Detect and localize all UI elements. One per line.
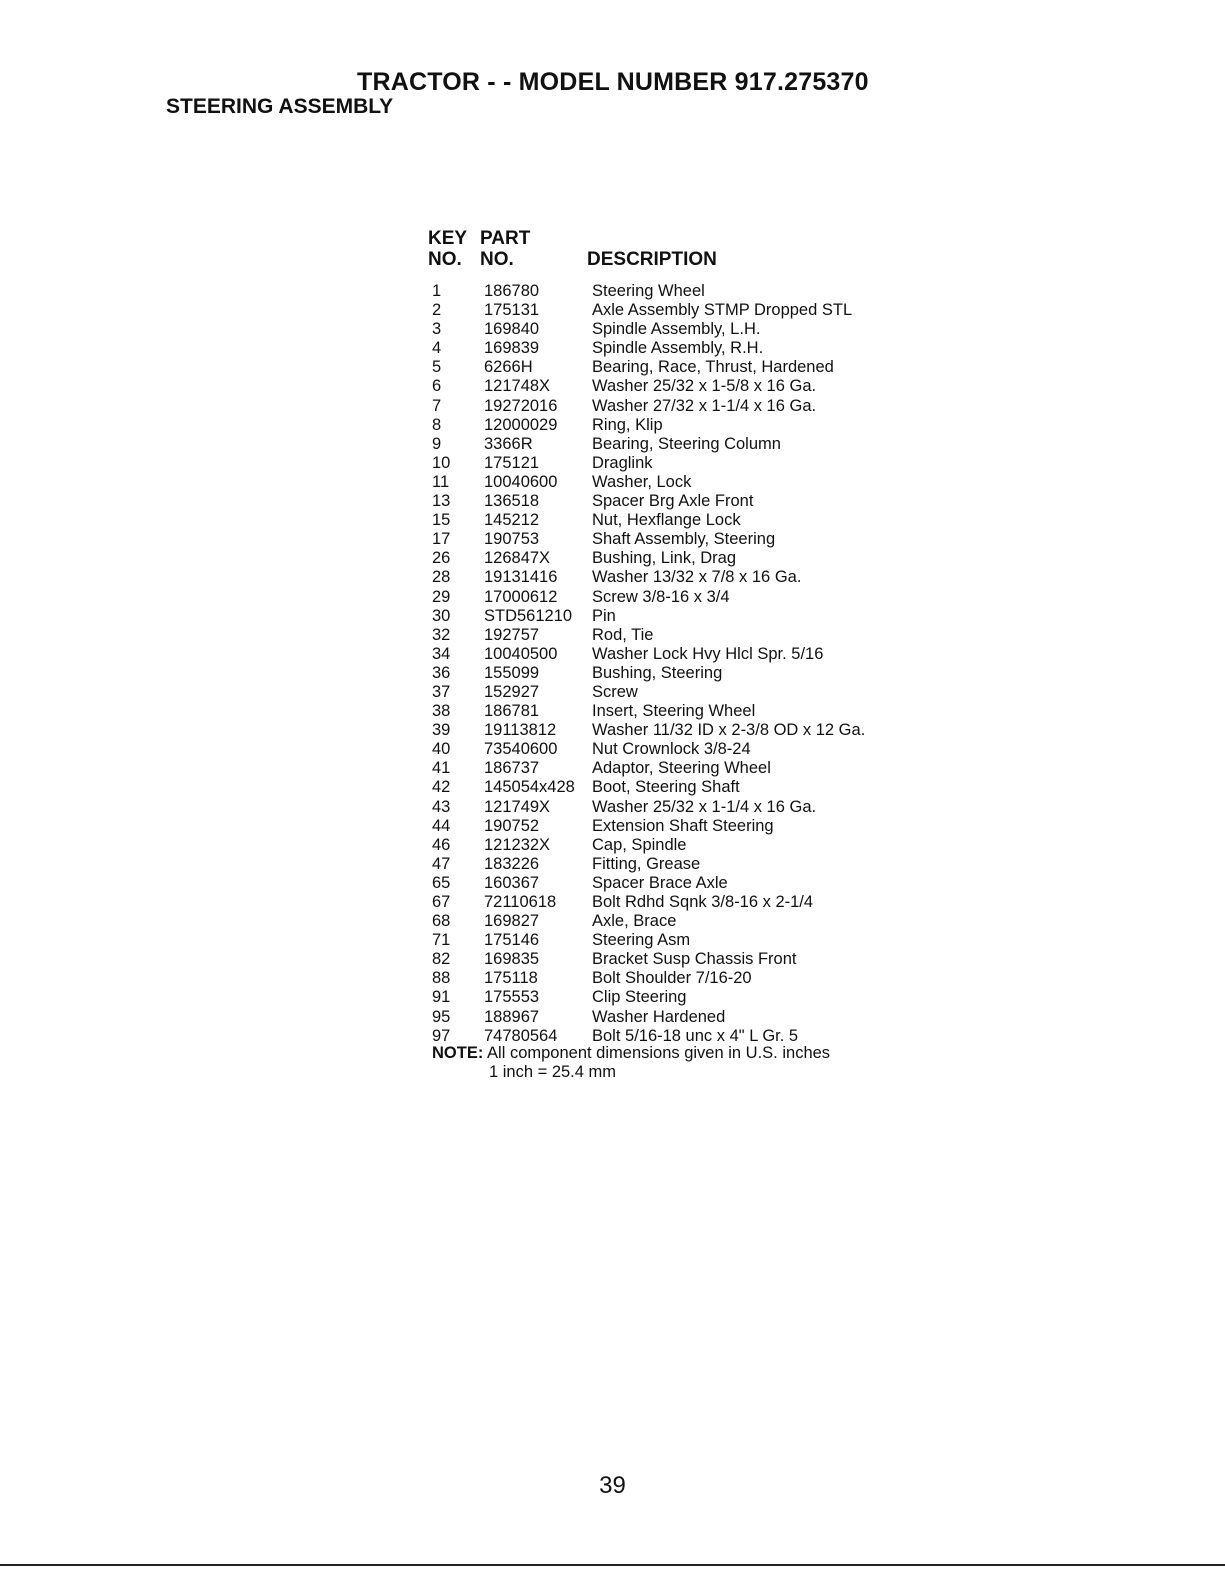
key-no: 10 (432, 453, 451, 472)
key-no: 15 (432, 511, 451, 530)
key-no: 46 (432, 835, 451, 854)
description-header: DESCRIPTION (587, 249, 717, 270)
key-no: 7 (432, 396, 442, 415)
part-no: 169840 (484, 320, 540, 339)
key-no: 34 (432, 644, 451, 663)
key-no: 44 (432, 816, 451, 835)
part-no: 136518 (484, 492, 540, 511)
part-description: Fitting, Grease (592, 854, 701, 873)
part-no: 186780 (484, 282, 540, 300)
part-description: Bushing, Steering (592, 663, 723, 682)
part-no: 169835 (484, 950, 540, 969)
part-description: Spindle Assembly, L.H. (592, 320, 761, 339)
part-no: 121748X (484, 377, 551, 396)
part-description: Bushing, Link, Drag (592, 549, 736, 568)
part-description: Spacer Brace Axle (592, 873, 728, 892)
part-no: 169839 (484, 339, 540, 358)
key-no: 71 (432, 931, 451, 950)
part-description: Insert, Steering Wheel (592, 702, 756, 721)
key-no: 28 (432, 568, 451, 587)
part-no: 192757 (484, 625, 540, 644)
key-no: 42 (432, 778, 451, 797)
part-description: Shaft Assembly, Steering (592, 530, 776, 549)
part-no-header-bottom: NO. (480, 249, 514, 270)
part-no: 188967 (484, 1007, 540, 1026)
part-description: Axle, Brace (592, 912, 677, 931)
key-no: 1 (432, 282, 442, 300)
part-no: 152927 (484, 682, 540, 701)
key-no: 39 (432, 721, 451, 740)
part-no: 183226 (484, 854, 540, 873)
key-no: 9 (432, 434, 442, 453)
part-description: Washer 25/32 x 1-5/8 x 16 Ga. (592, 377, 817, 396)
part-no: 190752 (484, 816, 540, 835)
key-no: 91 (432, 988, 451, 1007)
part-description: Rod, Tie (592, 625, 654, 644)
key-no: 30 (432, 606, 451, 625)
key-no: 40 (432, 740, 451, 759)
key-no-header-bottom: NO. (428, 249, 462, 270)
part-description: Spindle Assembly, R.H. (592, 339, 764, 358)
key-no: 95 (432, 1007, 451, 1026)
part-no: 72110618 (484, 893, 557, 911)
key-no: 11 (432, 472, 450, 491)
part-no: 160367 (484, 873, 540, 892)
key-no: 47 (432, 854, 451, 873)
key-no: 17 (432, 530, 451, 549)
note (432, 1044, 830, 1063)
part-description: Washer Lock Hvy Hlcl Spr. 5/16 (592, 644, 824, 663)
part-no: 186781 (484, 702, 540, 721)
part-description: Boot, Steering Shaft (592, 778, 740, 797)
part-no: 190753 (484, 530, 540, 549)
key-no: 88 (432, 969, 451, 988)
part-description: Ring, Klip (592, 415, 663, 434)
part-no: 10040500 (484, 644, 558, 663)
key-no: 97 (432, 1026, 451, 1045)
section-title: STEERING ASSEMBLY (166, 95, 394, 118)
part-description: Adaptor, Steering Wheel (592, 759, 771, 778)
key-no: 8 (432, 415, 442, 434)
part-description: Extension Shaft Steering (592, 816, 774, 835)
part-no: 186737 (484, 759, 540, 778)
part-description: Spacer Brg Axle Front (592, 492, 754, 511)
part-no: 6266H (484, 358, 533, 377)
part-no: 155099 (484, 663, 540, 682)
note-text: All component dimensions given in U.S. inches (487, 1044, 831, 1062)
part-description: Washer 27/32 x 1-1/4 x 16 Ga. (592, 396, 817, 415)
key-no: 2 (432, 301, 442, 320)
key-no: 37 (432, 682, 451, 701)
part-no: 19272016 (484, 396, 558, 415)
key-no: 68 (432, 912, 451, 931)
part-no: 3366R (484, 434, 533, 453)
part-no: 73540600 (484, 740, 558, 759)
key-no: 26 (432, 549, 451, 568)
key-no: 3 (432, 320, 442, 339)
part-no: 10040600 (484, 472, 558, 491)
part-no: 175146 (484, 931, 540, 950)
part-description: Washer 13/32 x 7/8 x 16 Ga. (592, 568, 802, 587)
part-no: 145212 (484, 511, 540, 530)
part-description: Bracket Susp Chassis Front (592, 950, 797, 969)
key-no: 82 (432, 950, 451, 969)
page-title: TRACTOR - - MODEL NUMBER 917.275370 (357, 68, 869, 96)
part-description: Screw 3/8-16 x 3/4 (592, 587, 730, 606)
part-no: 74780564 (484, 1026, 558, 1045)
part-description: Steering Asm (592, 931, 691, 950)
part-no: 175131 (484, 301, 540, 320)
key-no: 5 (432, 358, 442, 377)
bottom-rule (0, 1564, 1225, 1566)
part-no: 17000612 (484, 587, 558, 606)
part-no: 175553 (484, 988, 540, 1007)
part-no: STD561210 (484, 606, 573, 625)
part-description: Bolt Shoulder 7/16-20 (592, 969, 752, 988)
part-no: 121232X (484, 835, 551, 854)
part-description: Cap, Spindle (592, 835, 687, 854)
part-no: 12000029 (484, 415, 558, 434)
key-no: 29 (432, 587, 451, 606)
key-no: 65 (432, 873, 451, 892)
key-no: 4 (432, 339, 442, 358)
part-no: 169827 (484, 912, 540, 931)
part-no-header-top: PART (480, 228, 531, 249)
part-description: Nut Crownlock 3/8-24 (592, 740, 751, 759)
note-conversion: 1 inch = 25.4 mm (489, 1063, 617, 1081)
part-description: Axle Assembly STMP Dropped STL (592, 301, 853, 320)
part-description: Draglink (592, 453, 653, 472)
part-description: Nut, Hexflange Lock (592, 511, 741, 530)
part-no: 121749X (484, 797, 551, 816)
part-description: Bolt 5/16-18 unc x 4" L Gr. 5 (592, 1026, 799, 1045)
part-description: Steering Wheel (592, 282, 705, 300)
part-no: 175121 (484, 453, 540, 472)
part-no: 145054x428 (484, 778, 575, 797)
part-description: Washer 25/32 x 1-1/4 x 16 Ga. (592, 797, 817, 816)
note-label: NOTE: (432, 1044, 484, 1062)
part-description: Pin (592, 606, 616, 625)
key-no: 13 (432, 492, 451, 511)
key-no: 67 (432, 893, 451, 911)
key-no: 32 (432, 625, 451, 644)
key-no-header-top: KEY (428, 228, 468, 249)
part-no: 19113812 (484, 721, 557, 740)
part-no: 175118 (484, 969, 538, 988)
part-description: Washer Hardened (592, 1007, 726, 1026)
part-description: Bolt Rdhd Sqnk 3/8-16 x 2-1/4 (592, 893, 814, 911)
key-no: 36 (432, 663, 451, 682)
part-no: 126847X (484, 549, 551, 568)
part-description: Bearing, Race, Thrust, Hardened (592, 358, 834, 377)
page-number: 39 (599, 1472, 626, 1499)
part-description: Bearing, Steering Column (592, 434, 781, 453)
part-description: Washer, Lock (592, 472, 692, 491)
key-no: 41 (432, 759, 451, 778)
part-no: 19131416 (484, 568, 558, 587)
part-description: Screw (592, 682, 638, 701)
key-no: 6 (432, 377, 442, 396)
part-description: Clip Steering (592, 988, 687, 1007)
part-description: Washer 11/32 ID x 2-3/8 OD x 12 Ga. (592, 721, 866, 740)
key-no: 43 (432, 797, 451, 816)
key-no: 38 (432, 702, 451, 721)
